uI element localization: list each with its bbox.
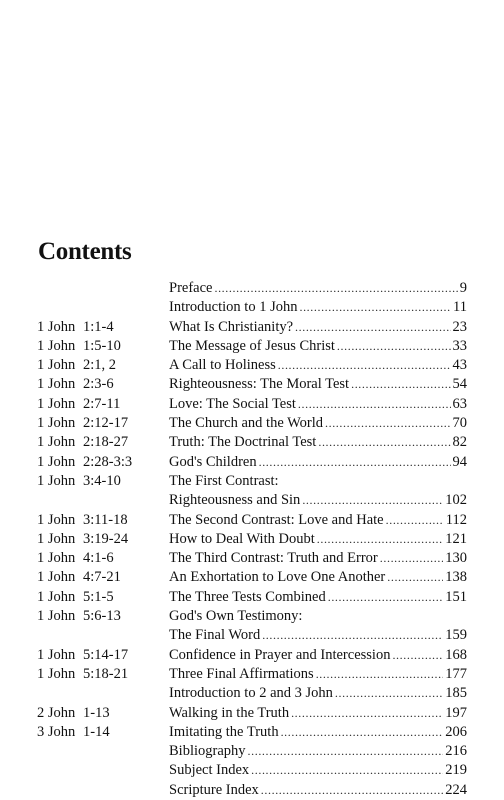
- chapter-title: The Second Contrast: Love and Hate: [169, 511, 384, 528]
- page-number: 82: [452, 434, 467, 451]
- toc-row[interactable]: [37, 530, 467, 549]
- verse-range: 5:18-21: [83, 665, 129, 682]
- toc-row[interactable]: [37, 433, 467, 452]
- book-name: 1 John: [37, 357, 76, 374]
- scripture-reference: [37, 588, 169, 607]
- chapter-title: Bibliography: [169, 743, 246, 760]
- verse-range: 4:7-21: [83, 569, 121, 586]
- verse-range: 1-14: [83, 723, 110, 740]
- page-number: 138: [445, 569, 467, 586]
- book-name: 3 John: [37, 723, 76, 740]
- chapter-entry: [169, 665, 467, 684]
- dot-leader: [298, 395, 451, 414]
- dot-leader: [261, 781, 443, 800]
- dot-leader: [392, 646, 443, 665]
- verse-range: 3:4-10: [83, 472, 121, 489]
- chapter-entry: [169, 646, 467, 665]
- toc-row[interactable]: [37, 318, 467, 337]
- book-name: 1 John: [37, 550, 76, 567]
- scripture-reference: [37, 549, 169, 568]
- chapter-entry: [169, 530, 467, 549]
- toc-row[interactable]: [37, 742, 467, 761]
- chapter-entry: [169, 298, 467, 317]
- book-name: 1 John: [37, 434, 76, 451]
- chapter-title: Preface: [169, 280, 213, 296]
- page-number: 177: [445, 665, 467, 682]
- dot-leader: [248, 742, 444, 761]
- page-number: 102: [445, 492, 467, 509]
- scripture-reference: [37, 665, 169, 684]
- chapter-entry: [169, 337, 467, 356]
- toc-row[interactable]: [37, 684, 467, 703]
- chapter-title: The Church and the World: [169, 415, 323, 432]
- chapter-title: Love: The Social Test: [169, 395, 296, 412]
- dot-leader: [299, 298, 451, 317]
- page-number: 33: [452, 337, 467, 354]
- toc-row[interactable]: [37, 665, 467, 684]
- chapter-title: Imitating the Truth: [169, 723, 279, 740]
- page-number: 23: [452, 318, 467, 335]
- verse-range: 1:5-10: [83, 337, 121, 354]
- verse-range: 5:6-13: [83, 608, 121, 625]
- chapter-entry: [169, 318, 467, 337]
- scripture-reference: [37, 433, 169, 452]
- page-number: 197: [445, 704, 467, 721]
- chapter-entry: [169, 781, 467, 800]
- dot-leader: [278, 356, 451, 375]
- toc-row[interactable]: [37, 472, 467, 491]
- chapter-title: Scripture Index: [169, 781, 259, 798]
- chapter-title: Subject Index: [169, 762, 250, 779]
- chapter-title: Truth: The Doctrinal Test: [169, 434, 317, 451]
- chapter-entry: [169, 414, 467, 433]
- book-name: 1 John: [37, 337, 76, 354]
- verse-range: 2:18-27: [83, 434, 129, 451]
- toc-row[interactable]: [37, 704, 467, 723]
- chapter-entry: [169, 626, 467, 645]
- page-number: 70: [452, 415, 467, 432]
- verse-range: 2:3-6: [83, 376, 114, 393]
- chapter-title: Confidence in Prayer and Intercession: [169, 646, 391, 663]
- scripture-reference: [37, 453, 169, 472]
- scripture-reference: [37, 472, 169, 491]
- toc-row[interactable]: [37, 549, 467, 568]
- chapter-entry: [169, 704, 467, 723]
- toc-row[interactable]: [37, 761, 467, 780]
- page-number: 54: [452, 376, 467, 393]
- scripture-reference: [37, 318, 169, 337]
- page-title: Contents: [38, 238, 132, 265]
- chapter-title: An Exhortation to Love One Another: [169, 569, 386, 586]
- toc-row[interactable]: [37, 568, 467, 587]
- scripture-reference: [37, 414, 169, 433]
- page-number: 216: [445, 743, 467, 760]
- dot-leader: [251, 761, 443, 780]
- chapter-title: Introduction to 2 and 3 John: [169, 685, 333, 702]
- page-number: 224: [445, 781, 467, 798]
- scripture-reference: [37, 356, 169, 375]
- scripture-reference: [37, 511, 169, 530]
- chapter-entry: [169, 279, 467, 298]
- toc-row[interactable]: [37, 491, 467, 510]
- dot-leader: [291, 704, 443, 723]
- chapter-title: Walking in the Truth: [169, 704, 290, 721]
- book-name: 1 John: [37, 665, 76, 682]
- book-name: 1 John: [37, 415, 76, 432]
- toc-row[interactable]: [37, 453, 467, 472]
- page-number: 206: [445, 723, 467, 740]
- chapter-entry: [169, 375, 467, 394]
- scripture-reference: [37, 607, 169, 626]
- dot-leader: [318, 433, 450, 452]
- chapter-entry: [169, 472, 467, 491]
- book-name: 1 John: [37, 511, 76, 528]
- chapter-entry: [169, 684, 467, 703]
- book-name: 1 John: [37, 318, 76, 335]
- book-name: 1 John: [37, 588, 76, 605]
- scripture-reference: [37, 646, 169, 665]
- page-number: 9: [459, 280, 467, 296]
- scripture-reference: [37, 395, 169, 414]
- toc-row[interactable]: [37, 395, 467, 414]
- chapter-entry: [169, 491, 467, 510]
- page-number: 130: [445, 550, 467, 567]
- verse-range: 2:12-17: [83, 415, 129, 432]
- chapter-entry: [169, 742, 467, 761]
- dot-leader: [351, 375, 450, 394]
- chapter-title: Introduction to 1 John: [169, 299, 298, 316]
- page-number: 159: [445, 627, 467, 644]
- dot-leader: [262, 626, 443, 645]
- scripture-reference: [37, 375, 169, 394]
- chapter-entry: [169, 549, 467, 568]
- book-name: 1 John: [37, 646, 76, 663]
- chapter-title: How to Deal With Doubt: [169, 530, 315, 547]
- verse-range: 5:14-17: [83, 646, 129, 663]
- dot-leader: [337, 337, 451, 356]
- page-number: 185: [445, 685, 467, 702]
- toc-row[interactable]: [37, 375, 467, 394]
- chapter-entry: [169, 433, 467, 452]
- page-number: 112: [445, 511, 467, 528]
- page-number: 151: [445, 588, 467, 605]
- chapter-entry: [169, 761, 467, 780]
- toc-row[interactable]: [37, 337, 467, 356]
- verse-range: 1-13: [83, 704, 110, 721]
- verse-range: 3:19-24: [83, 530, 129, 547]
- dot-leader: [302, 491, 443, 510]
- book-name: 1 John: [37, 453, 76, 470]
- toc-row[interactable]: [37, 298, 467, 317]
- dot-leader: [259, 453, 451, 472]
- chapter-title: God's Own Testimony:: [169, 608, 303, 625]
- dot-leader: [295, 318, 450, 337]
- book-name: 1 John: [37, 376, 76, 393]
- book-name: 1 John: [37, 472, 76, 489]
- scripture-reference: [37, 337, 169, 356]
- chapter-entry: [169, 356, 467, 375]
- chapter-entry: [169, 395, 467, 414]
- dot-leader: [387, 568, 443, 587]
- table-of-contents: [37, 279, 467, 800]
- chapter-title: God's Children: [169, 453, 257, 470]
- verse-range: 2:7-11: [83, 395, 121, 412]
- page-number: 43: [452, 357, 467, 374]
- toc-row[interactable]: [37, 511, 467, 530]
- verse-range: 3:11-18: [83, 511, 128, 528]
- scripture-reference: [37, 530, 169, 549]
- dot-leader: [281, 723, 444, 742]
- chapter-entry: [169, 453, 467, 472]
- dot-leader: [317, 530, 444, 549]
- dot-leader: [214, 279, 457, 298]
- chapter-entry: [169, 511, 467, 530]
- dot-leader: [328, 588, 444, 607]
- chapter-title: The Final Word: [169, 627, 261, 644]
- scripture-reference: [37, 568, 169, 587]
- scripture-reference: [37, 723, 169, 742]
- chapter-entry: [169, 588, 467, 607]
- toc-row[interactable]: [37, 626, 467, 645]
- toc-row[interactable]: [37, 607, 467, 626]
- toc-row[interactable]: [37, 723, 467, 742]
- verse-range: 2:28-3:3: [83, 453, 133, 470]
- verse-range: 4:1-6: [83, 550, 114, 567]
- chapter-title: The First Contrast:: [169, 472, 279, 489]
- dot-leader: [335, 684, 443, 703]
- book-name: 1 John: [37, 395, 76, 412]
- chapter-title: Righteousness and Sin: [169, 492, 301, 509]
- page-number: 11: [453, 299, 467, 316]
- toc-row[interactable]: [37, 279, 467, 298]
- page-number: 168: [445, 646, 467, 663]
- book-name: 2 John: [37, 704, 76, 721]
- verse-range: 2:1, 2: [83, 357, 117, 374]
- chapter-title: Three Final Affirmations: [169, 665, 314, 682]
- page-number: 63: [452, 395, 467, 412]
- dot-leader: [325, 414, 451, 433]
- verse-range: 1:1-4: [83, 318, 114, 335]
- chapter-entry: [169, 723, 467, 742]
- dot-leader: [316, 665, 444, 684]
- toc-row[interactable]: [37, 356, 467, 375]
- chapter-title: The Three Tests Combined: [169, 588, 326, 605]
- chapter-title: What Is Christianity?: [169, 318, 294, 335]
- toc-row[interactable]: [37, 646, 467, 665]
- dot-leader: [380, 549, 443, 568]
- page-number: 121: [445, 530, 467, 547]
- chapter-title: Righteousness: The Moral Test: [169, 376, 350, 393]
- book-name: 1 John: [37, 530, 76, 547]
- scripture-reference: [37, 704, 169, 723]
- dot-leader: [386, 511, 444, 530]
- toc-row[interactable]: [37, 414, 467, 433]
- book-name: 1 John: [37, 569, 76, 586]
- chapter-title: A Call to Holiness: [169, 357, 276, 374]
- chapter-title: The Third Contrast: Truth and Error: [169, 550, 378, 567]
- verse-range: 5:1-5: [83, 588, 114, 605]
- page-number: 219: [445, 762, 467, 779]
- chapter-entry: [169, 568, 467, 587]
- book-name: 1 John: [37, 608, 76, 625]
- toc-row[interactable]: [37, 588, 467, 607]
- chapter-entry: [169, 607, 467, 626]
- chapter-title: The Message of Jesus Christ: [169, 337, 335, 354]
- page-number: 94: [452, 453, 467, 470]
- toc-row[interactable]: [37, 781, 467, 800]
